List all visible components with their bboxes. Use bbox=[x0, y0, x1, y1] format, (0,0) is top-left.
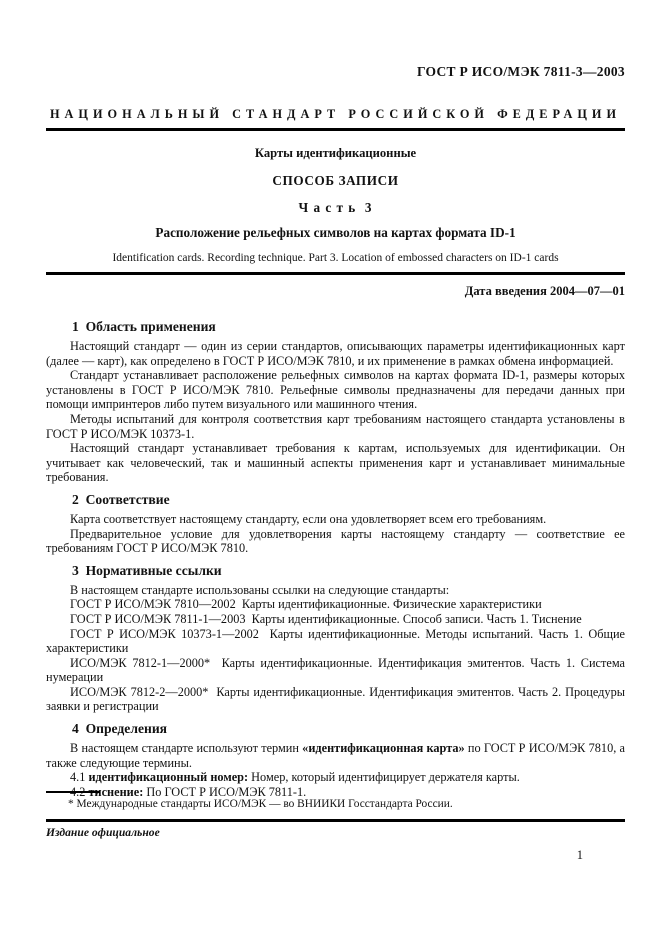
title-part: Ч а с т ь 3 bbox=[298, 200, 373, 215]
official-edition-label: Издание официальное bbox=[46, 826, 160, 839]
title-technique: СПОСОБ ЗАПИСИ bbox=[272, 173, 399, 188]
page-number: 1 bbox=[576, 848, 583, 862]
section-2-paragraph: Карта соответствует настоящему стандарту, если она удовлетворяет всем его требованиям. bbox=[70, 511, 547, 526]
section-3-heading: 3 Нормативные ссылки bbox=[72, 562, 222, 578]
definition-text: По ГОСТ Р ИСО/МЭК 7811-1. bbox=[143, 784, 307, 799]
normative-reference: ГОСТ Р ИСО/МЭК 7811-1—2003 Карты идентификационные. Способ записи. Часть 1. Тиснение bbox=[70, 611, 582, 626]
definition-number: 4.2 bbox=[70, 784, 89, 799]
normative-reference: ИСО/МЭК 7812-2—2000* Карты идентификационные. Идентификация эмитентов. Часть 2. Процедуры заявки и регистрации bbox=[46, 684, 629, 714]
section-4-heading: 4 Определения bbox=[72, 721, 168, 737]
section-4-text: по ГОСТ Р ИСО/МЭК 7810, а также следующие термины. bbox=[46, 741, 625, 770]
definition-text: Номер, который идентифицирует держателя карты. bbox=[248, 770, 520, 785]
title-block bbox=[46, 146, 625, 265]
section-4-paragraph bbox=[46, 741, 625, 770]
section-2-paragraph: Предварительное условие для удовлетворения карты настоящему стандарту — соответствие ее требованиям ГОСТ Р ИСО/МЭК 7810. bbox=[46, 526, 625, 556]
definition-item-4-1 bbox=[46, 770, 625, 785]
title-subject: Карты идентификационные bbox=[254, 146, 417, 160]
effective-date: Дата введения 2004—07—01 bbox=[464, 284, 625, 298]
national-standard-banner: НАЦИОНАЛЬНЫЙ СТАНДАРТ РОССИЙСКОЙ ФЕДЕРАЦИИ bbox=[46, 107, 625, 131]
section-1-heading: 1 Область применения bbox=[72, 319, 216, 334]
page-footer bbox=[46, 791, 625, 863]
defined-term-identification-card: «идентификационная карта» bbox=[302, 741, 465, 756]
definition-term: идентификационный номер: bbox=[88, 770, 249, 785]
footnote: * Международные стандарты ИСО/МЭК — во ВНИИКИ Госстандарта России. bbox=[68, 798, 453, 810]
section-1-paragraph: Настоящий стандарт устанавливает требования к картам, используемых для идентификации. Он учитывает как человеческий, так и машинный аспекты применения карт и устанавливает минимальные требования. bbox=[46, 441, 625, 485]
section-1-paragraph: Методы испытаний для контроля соответствия карт требованиям настоящего стандарта установлены в ГОСТ Р ИСО/МЭК 10373-1. bbox=[46, 411, 625, 441]
section-3-intro: В настоящем стандарте использованы ссылки на следующие стандарты: bbox=[70, 582, 450, 597]
normative-reference: ИСО/МЭК 7812-1—2000* Карты идентификационные. Идентификация эмитентов. Часть 1. Система нумерации bbox=[46, 655, 629, 685]
section-1-paragraph: Стандарт устанавливает расположение рельефных символов на картах формата ID-1, размеры которых установлены в ГОСТ Р ИСО/МЭК 7810. Рельефные символы предназначены для передачи данных при помощи импринтеров либо путем визуального или машинного чтения. bbox=[46, 368, 625, 412]
definition-number: 4.1 bbox=[70, 770, 89, 785]
section-2-heading: 2 Соответствие bbox=[72, 491, 170, 507]
document-code: ГОСТ Р ИСО/МЭК 7811-3—2003 bbox=[416, 64, 625, 79]
header-rule bbox=[46, 272, 625, 275]
footnote-separator-rule bbox=[46, 791, 100, 793]
section-4-text: В настоящем стандарте используют термин bbox=[70, 741, 303, 756]
section-1-paragraph: Настоящий стандарт — один из серии стандартов, описывающих параметры идентификационных карт (далее — карт), как определено в ГОСТ Р ИСО/МЭК 7810, и их применение в рамках обмена информацией. bbox=[46, 339, 625, 368]
normative-reference: ГОСТ Р ИСО/МЭК 10373-1—2002 Карты идентификационные. Методы испытаний. Часть 1. Общие характеристики bbox=[46, 626, 629, 656]
footer-rule bbox=[46, 819, 625, 822]
title-name-english: Identification cards. Recording technique. Part 3. Location of embossed characters on ID-1 cards bbox=[112, 252, 559, 264]
definition-term: тиснение: bbox=[88, 784, 144, 799]
normative-reference: ГОСТ Р ИСО/МЭК 7810—2002 Карты идентификационные. Физические характеристики bbox=[70, 597, 542, 612]
title-name: Расположение рельефных символов на картах формата ID-1 bbox=[155, 225, 516, 240]
